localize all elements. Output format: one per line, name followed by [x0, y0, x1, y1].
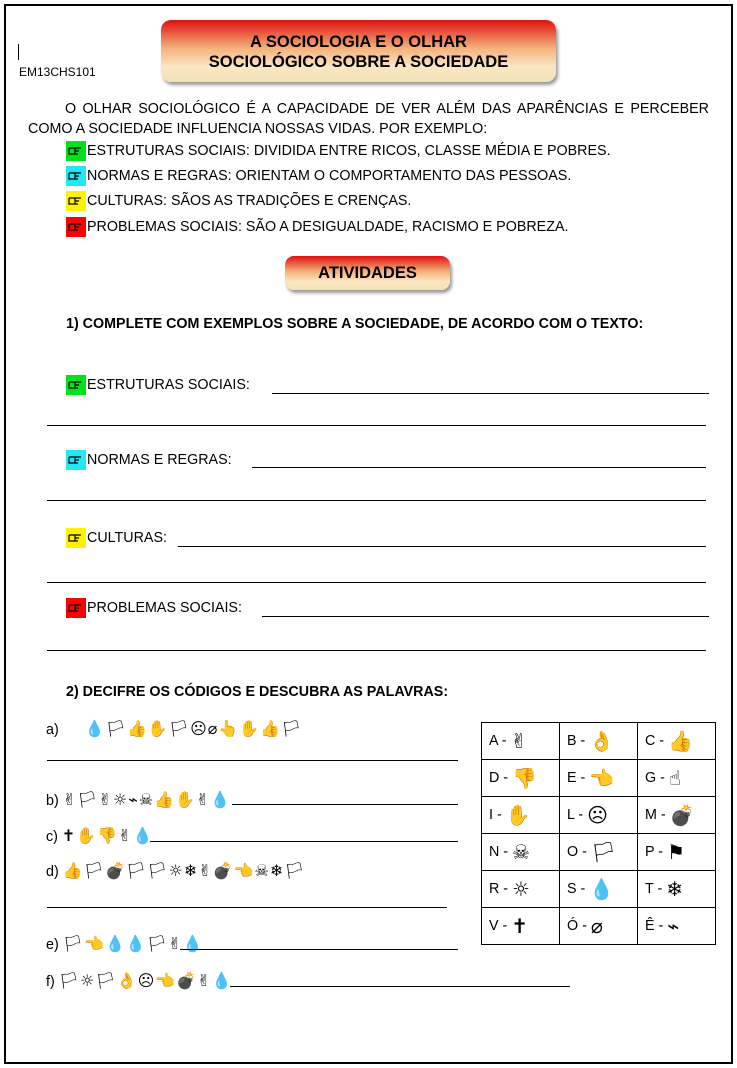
cipher-item-d [46, 861, 306, 880]
skull-crossbones-icon: ☠ [512, 840, 530, 864]
field-problems [66, 598, 242, 618]
field-label: CULTURAS: [87, 530, 167, 546]
activities-heading: ATIVIDADES [285, 256, 450, 290]
answer-line[interactable] [262, 616, 709, 617]
cipher-item-e [46, 934, 203, 953]
key-cell: I - ✋ [482, 797, 560, 834]
title-line-2: SOCIOLÓGICO SOBRE A SOCIEDADE [208, 53, 509, 71]
hand-pointing-right-icon [66, 217, 86, 237]
intro-item-cultures [66, 191, 411, 211]
bomb-icon: 💣 [669, 803, 695, 827]
key-cell: V - ✝ [482, 908, 560, 945]
key-cell: D - 👎 [482, 760, 560, 797]
item-letter: b) [46, 793, 59, 809]
key-cell: P - ⚑ [638, 834, 716, 871]
cipher-item-b [46, 790, 231, 809]
intro-item-label: PROBLEMAS SOCIAIS: SÃO A DESIGUALDADE, RACISMO E POBREZA. [87, 219, 569, 235]
text-cursor [18, 44, 19, 60]
raised-hand-icon: ✋ [505, 803, 531, 827]
answer-line[interactable] [47, 425, 706, 426]
cipher-code: ✝✋👎✌💧 [61, 826, 154, 845]
white-flag-icon: 🏳 [590, 840, 617, 864]
pennant-flag-icon: ⚑ [667, 840, 685, 864]
sad-face-icon: ☹ [587, 803, 608, 827]
field-cultures [66, 528, 167, 548]
hand-pointing-right-icon [66, 166, 86, 186]
latin-cross-icon: ✝ [511, 914, 529, 938]
field-norms [66, 450, 232, 470]
answer-line[interactable] [232, 804, 458, 805]
answer-line[interactable] [47, 650, 706, 651]
skill-code: EM13CHS101 [19, 65, 96, 79]
intro-item-norms [66, 166, 571, 186]
intro-item-label: NORMAS E REGRAS: ORIENTAM O COMPORTAMENTO DAS PESSOAS. [87, 168, 572, 184]
cipher-code: 👍🏳💣🏳🏳☼❄✌💣👈☠❄🏳 [62, 861, 306, 880]
droplet-icon: 💧 [589, 877, 615, 901]
answer-line[interactable] [150, 841, 458, 842]
index-up-icon: ☝ [668, 766, 682, 790]
key-cell: R - ☼ [482, 871, 560, 908]
answer-line[interactable] [230, 986, 570, 987]
intro-item-label: ESTRUTURAS SOCIAIS: DIVIDIDA ENTRE RICOS, CLASSE MÉDIA E POBRES. [87, 143, 611, 159]
cipher-code: ✌🏳✌☼⌁☠👍✋✌💧 [62, 790, 232, 809]
question-1: 1) COMPLETE COM EXEMPLOS SOBRE A SOCIEDADE, DE ACORDO COM O TEXTO: [66, 316, 644, 332]
item-letter: e) [46, 937, 59, 953]
key-cell: Ó - ⌀ [560, 908, 638, 945]
thumbs-down-icon: 👎 [512, 766, 537, 790]
page-title [161, 20, 556, 82]
answer-line[interactable] [47, 907, 447, 908]
key-cell: G - ☝ [638, 760, 716, 797]
title-line-1: A SOCIOLOGIA E O OLHAR [250, 33, 467, 51]
ok-hand-icon: 👌 [589, 729, 615, 753]
hand-pointing-right-icon [66, 141, 86, 161]
item-letter: c) [46, 829, 58, 845]
victory-hand-icon: ✌ [510, 729, 528, 753]
answer-line[interactable] [252, 467, 706, 468]
hand-pointing-right-icon [66, 528, 86, 548]
field-label: NORMAS E REGRAS: [87, 452, 232, 468]
cipher-code: 💧🏳👍✋🏳☹⌀👆✋👍🏳 [84, 719, 303, 738]
answer-line[interactable] [47, 582, 706, 583]
key-cell: S - 💧 [560, 871, 638, 908]
answer-line[interactable] [178, 546, 706, 547]
key-cell: A - ✌ [482, 723, 560, 760]
cipher-code: 🏳☼🏳👌☹👈💣✌💧 [58, 971, 233, 990]
key-cell: M - 💣 [638, 797, 716, 834]
cipher-code: 🏳👈💧💧🏳✌💧 [62, 934, 204, 953]
answer-line[interactable] [180, 949, 458, 950]
key-cell: C - 👍 [638, 723, 716, 760]
cipher-key-table [481, 722, 716, 945]
key-cell: O - 🏳 [560, 834, 638, 871]
hand-pointing-left-icon: 👈 [589, 766, 615, 790]
key-cell: N - ☠ [482, 834, 560, 871]
key-cell: E - 👈 [560, 760, 638, 797]
hand-pointing-right-icon [66, 191, 86, 211]
intro-paragraph: O OLHAR SOCIOLÓGICO É A CAPACIDADE DE VER ALÉM DAS APARÊNCIAS E PERCEBER COMO A SOCIEDADE INFLUENCIA NOSSAS VIDAS. POR EXEMPLO: [28, 101, 709, 137]
field-label: ESTRUTURAS SOCIAIS: [87, 377, 250, 393]
key-cell: B - 👌 [560, 723, 638, 760]
answer-line[interactable] [272, 393, 709, 394]
intro-item-problems [66, 217, 568, 237]
sun-icon: ☼ [512, 877, 530, 901]
key-cell: Ê - ⌁ [638, 908, 716, 945]
envelope-arrow-icon: ⌁ [667, 914, 680, 938]
cipher-item-f [46, 971, 232, 990]
snowflake-icon: ❄ [666, 877, 683, 901]
key-cell: T - ❄ [638, 871, 716, 908]
field-label: PROBLEMAS SOCIAIS: [87, 600, 242, 616]
item-letter: d) [46, 864, 59, 880]
intro-item-structures [66, 141, 611, 161]
intro-item-label: CULTURAS: SÃOS AS TRADIÇÕES E CRENÇAS. [87, 193, 412, 209]
hand-pointing-right-icon [66, 450, 86, 470]
cipher-item-c [46, 826, 153, 845]
cipher-item-a [46, 719, 302, 738]
item-letter: f) [46, 974, 55, 990]
answer-line[interactable] [47, 500, 706, 501]
thumbs-up-icon: 👍 [668, 729, 693, 753]
slashed-circle-icon: ⌀ [590, 914, 603, 938]
hand-pointing-right-icon [66, 598, 86, 618]
field-structures [66, 375, 250, 395]
key-cell: L - ☹ [560, 797, 638, 834]
answer-line[interactable] [47, 760, 458, 761]
item-letter: a) [46, 722, 59, 738]
hand-pointing-right-icon [66, 375, 86, 395]
question-2: 2) DECIFRE OS CÓDIGOS E DESCUBRA AS PALAVRAS: [66, 684, 449, 700]
